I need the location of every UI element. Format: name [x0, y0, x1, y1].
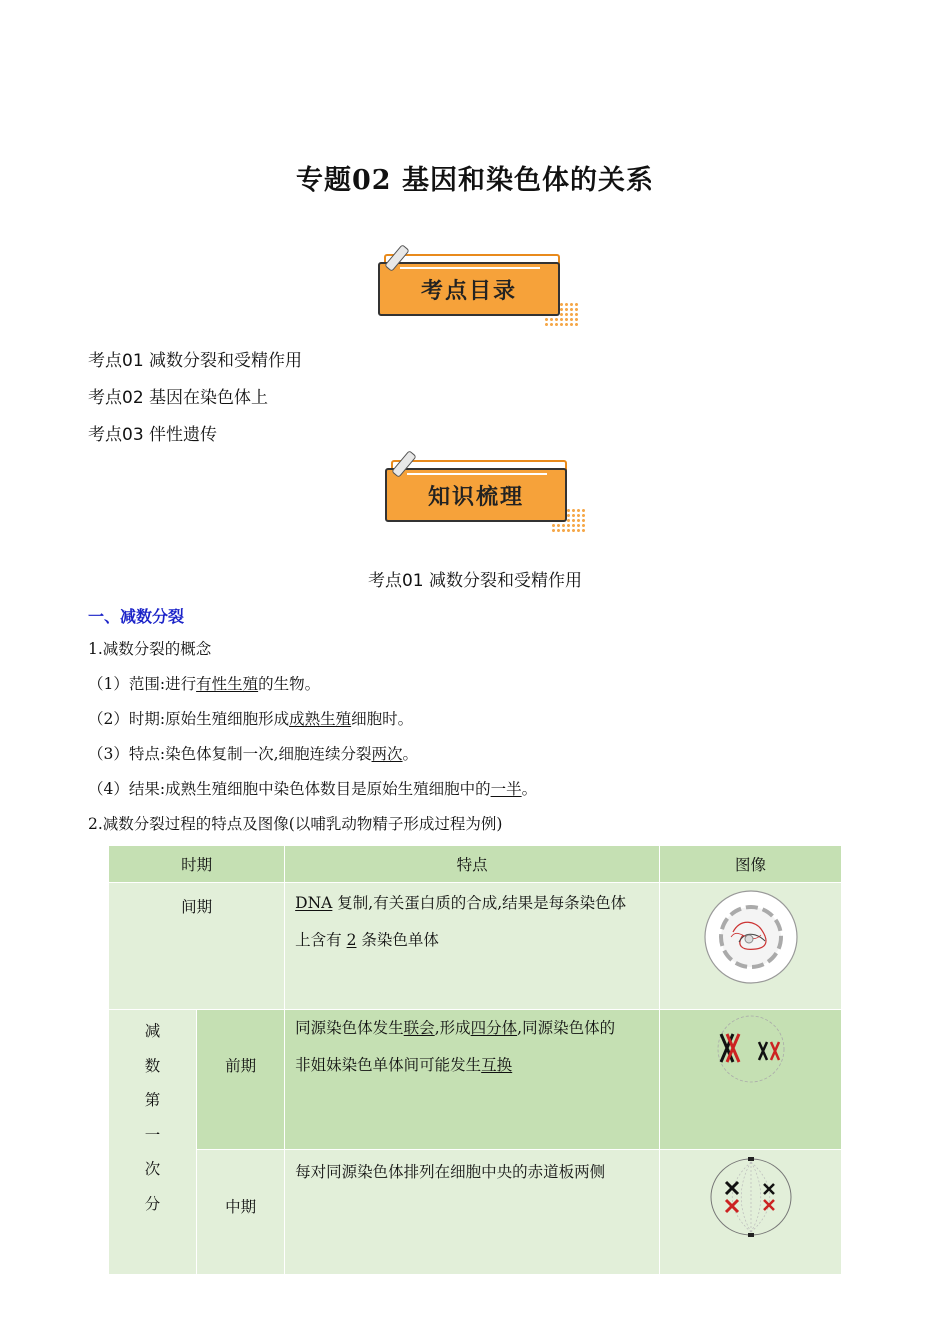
knowledge-banner: [385, 456, 585, 534]
prophase-label: 前期: [197, 1010, 285, 1150]
interphase-image: [660, 883, 842, 1010]
interphase-label: 间期: [109, 883, 285, 1010]
toc-item-3: 考点03 伴性遗传: [88, 425, 218, 445]
toc-item-2: 考点02 基因在染色体上: [88, 388, 269, 408]
page-title: 专题02 基因和染色体的关系: [296, 165, 654, 196]
metaphase-image: [660, 1150, 842, 1275]
paragraph-process: 2.减数分裂过程的特点及图像(以哺乳动物精子形成过程为例): [88, 815, 503, 833]
toc-item-1: 考点01 减数分裂和受精作用: [88, 351, 303, 371]
item-feature: （3）特点:染色体复制一次,细胞连续分裂两次。: [88, 745, 419, 763]
meiosis-1-label: 减 数 第 一 次 分: [109, 1010, 197, 1275]
header-feature: 特点: [285, 846, 660, 883]
paragraph-concept: 1.减数分裂的概念: [88, 640, 212, 658]
heading-meiosis: 一、减数分裂: [88, 607, 185, 626]
item-result: （4）结果:成熟生殖细胞中染色体数目是原始生殖细胞中的一半。: [88, 780, 538, 798]
toc-banner: [378, 250, 578, 328]
item-period: （2）时期:原始生殖细胞形成成熟生殖细胞时。: [88, 710, 414, 728]
metaphase-label: 中期: [197, 1150, 285, 1275]
header-period: 时期: [109, 846, 285, 883]
interphase-feature: DNA 复制,有关蛋白质的合成,结果是每条染色体 上含有 2 条染色单体: [285, 883, 660, 1010]
header-image: 图像: [660, 846, 842, 883]
item-scope: （1）范围:进行有性生殖的生物。: [88, 675, 321, 693]
knowledge-banner-label: 知识梳理: [385, 468, 567, 522]
section-title: 考点01 减数分裂和受精作用: [367, 571, 583, 591]
prophase-image: [660, 1010, 842, 1150]
meiosis-table: [108, 845, 842, 1275]
prophase-feature: 同源染色体发生联会,形成四分体,同源染色体的 非姐妹染色单体间可能发生互换: [285, 1010, 660, 1150]
metaphase-feature: 每对同源染色体排列在细胞中央的赤道板两侧: [285, 1150, 660, 1275]
toc-banner-label: 考点目录: [378, 262, 560, 316]
